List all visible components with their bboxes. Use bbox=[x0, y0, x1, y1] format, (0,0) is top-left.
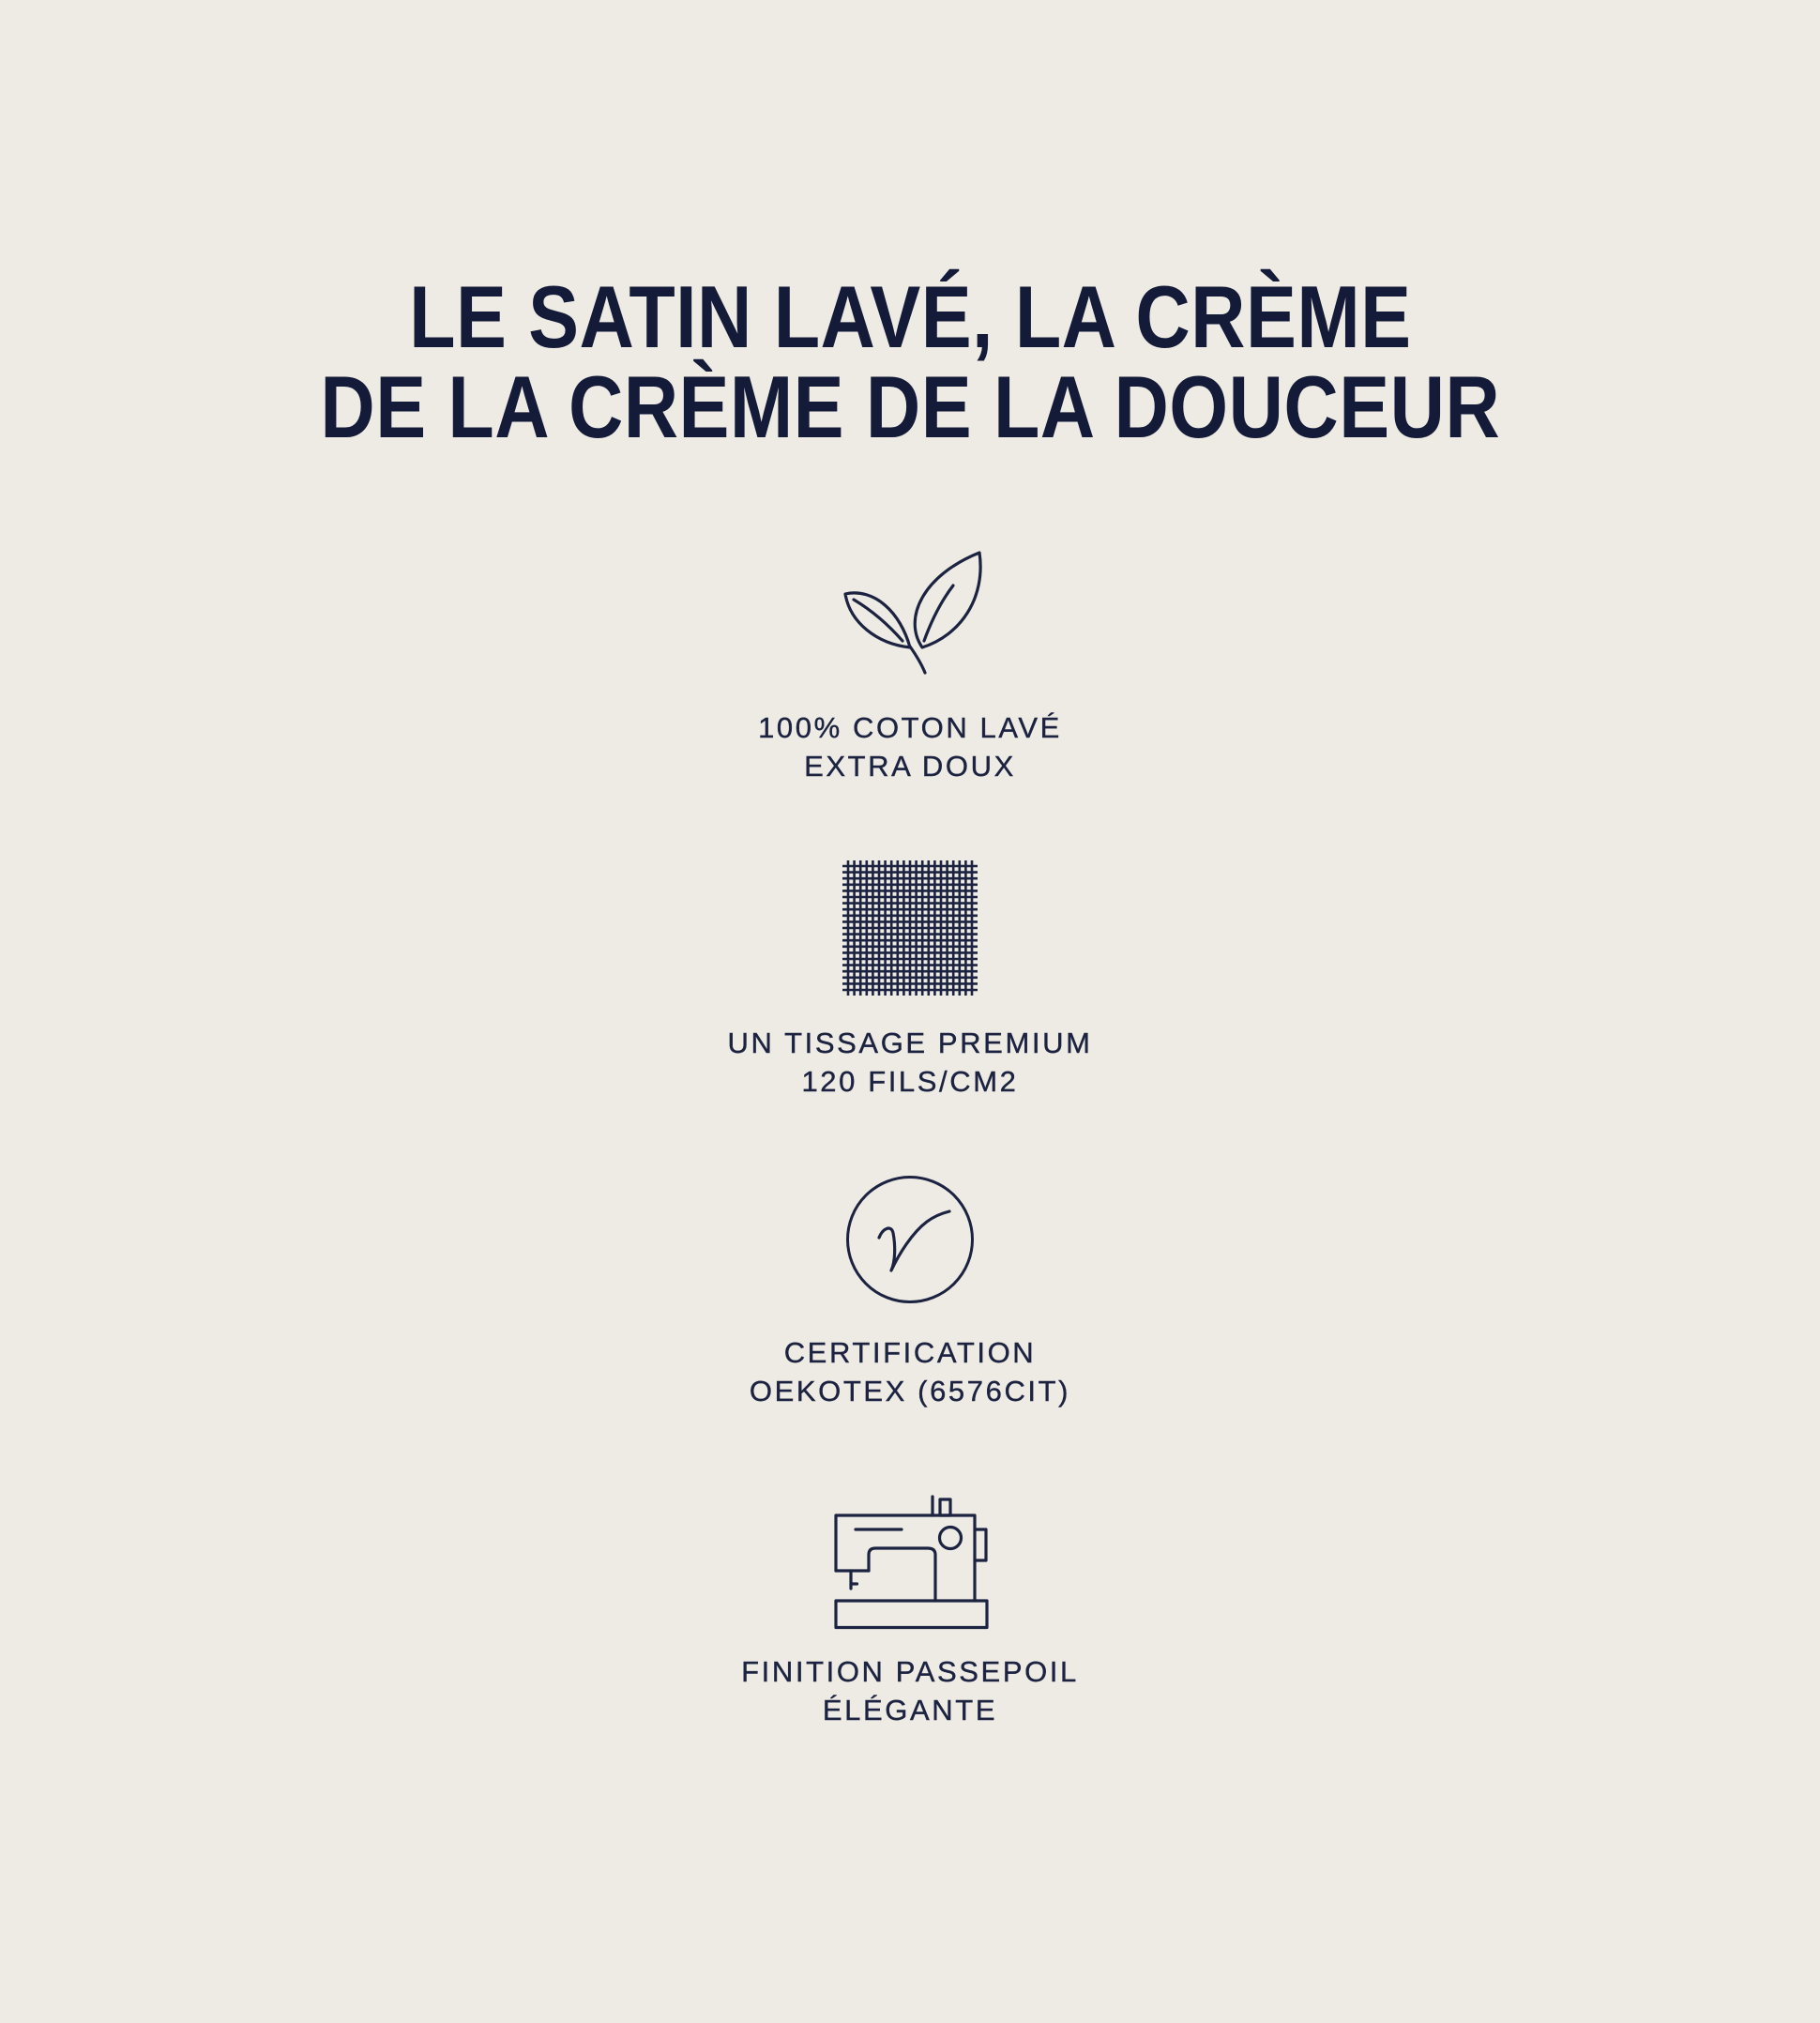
page-title bbox=[320, 267, 1500, 456]
feature-cotton bbox=[758, 452, 1062, 785]
caption-line: 100% COTON LAVÉ bbox=[758, 711, 1062, 744]
page-title-line-2: DE LA CRÈME DE LA DOUCEUR bbox=[320, 357, 1500, 456]
caption-line: EXTRA DOUX bbox=[804, 750, 1016, 783]
feature-cotton-caption bbox=[758, 708, 1062, 785]
feature-finish bbox=[741, 1410, 1079, 1729]
feature-finish-caption bbox=[741, 1652, 1079, 1729]
caption-line: UN TISSAGE PREMIUM bbox=[727, 1027, 1093, 1059]
feature-certification-caption bbox=[750, 1333, 1070, 1410]
caption-line: 120 FILS/CM2 bbox=[801, 1065, 1019, 1098]
caption-line: CERTIFICATION bbox=[783, 1336, 1037, 1369]
weave-grid-icon bbox=[842, 860, 978, 996]
certification-check-icon bbox=[844, 1174, 976, 1305]
leaf-icon bbox=[835, 540, 985, 680]
caption-line: ÉLÉGANTE bbox=[822, 1694, 998, 1726]
caption-line: FINITION PASSEPOIL bbox=[741, 1655, 1079, 1688]
caption-line: OEKOTEX (6576CIT) bbox=[749, 1375, 1071, 1407]
sewing-machine-icon bbox=[829, 1493, 991, 1630]
page-title-line-1: LE SATIN LAVÉ, LA CRÈME bbox=[408, 267, 1412, 366]
feature-weave bbox=[728, 785, 1093, 1101]
feature-certification bbox=[750, 1101, 1070, 1410]
feature-weave-caption bbox=[728, 1024, 1093, 1101]
